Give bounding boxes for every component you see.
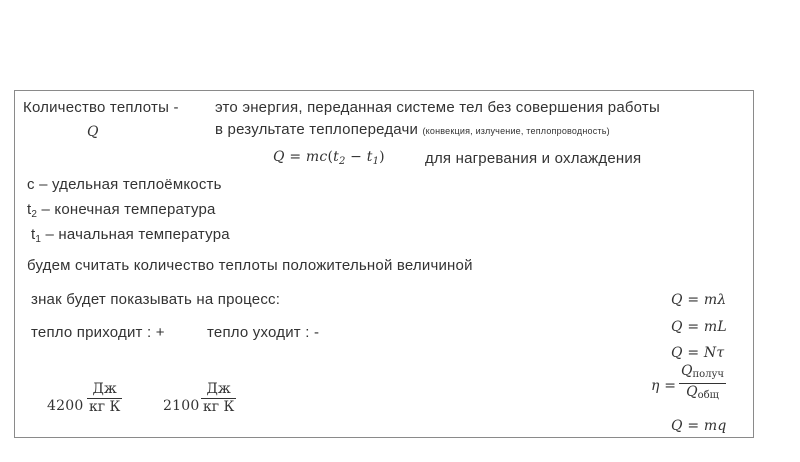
var-t1-text: – начальная температура xyxy=(41,226,230,243)
constant-2-unit xyxy=(201,381,236,416)
efficiency-numerator: Qполуч xyxy=(681,363,725,380)
constant-2-value: 2100 xyxy=(163,398,200,414)
formula-heat: $Q = mc(t_2 - t_1)$ xyxy=(273,149,385,167)
positive-note: будем считать количество теплоты положительной величиной xyxy=(27,257,473,274)
definition-line-1: это энергия, переданная системе тел без совершения работы xyxy=(215,99,660,116)
sign-note: знак будет показывать на процесс: xyxy=(31,291,281,308)
formula-vaporization: Q = mL xyxy=(671,319,727,335)
var-t2-sub: 2 xyxy=(31,209,38,220)
var-t1-base: t xyxy=(31,226,36,243)
heat-out-note: тепло уходит : - xyxy=(207,324,320,341)
constant-2-unit-den: кг К xyxy=(203,399,235,415)
term-label: Количество теплоты - xyxy=(23,99,179,116)
constant-2-unit-num: Дж xyxy=(206,381,231,397)
formula-melting: Q = mλ xyxy=(671,292,727,308)
efficiency-denominator: Qобщ xyxy=(686,384,719,401)
var-t1-sub: 1 xyxy=(35,234,42,245)
heating-note: для нагревания и охлаждения xyxy=(425,150,642,167)
term-symbol: Q xyxy=(87,124,99,140)
definition-line-2 xyxy=(215,121,610,140)
constant-1-value: 4200 xyxy=(47,398,84,414)
formula-power: Q = Nτ xyxy=(671,345,725,361)
constant-1-unit-den: кг К xyxy=(89,399,121,415)
var-c: с – удельная теплоёмкость xyxy=(27,176,222,193)
efficiency-symbol: η = xyxy=(651,378,677,394)
var-t2 xyxy=(27,201,216,224)
content-card xyxy=(14,90,754,438)
var-t2-text: – конечная температура xyxy=(37,201,216,218)
constant-1-unit xyxy=(87,381,122,416)
definition-note: (конвекция, излучение, теплопроводность) xyxy=(422,126,610,136)
constant-1-unit-num: Дж xyxy=(92,381,117,397)
formula-combustion: Q = mq xyxy=(671,418,727,434)
var-t2-base: t xyxy=(27,201,32,218)
efficiency-fraction xyxy=(679,363,726,404)
definition-line-2-text: в результате теплопередачи xyxy=(215,121,419,138)
var-t1 xyxy=(31,226,230,249)
heat-in-note: тепло приходит : + xyxy=(31,324,165,341)
